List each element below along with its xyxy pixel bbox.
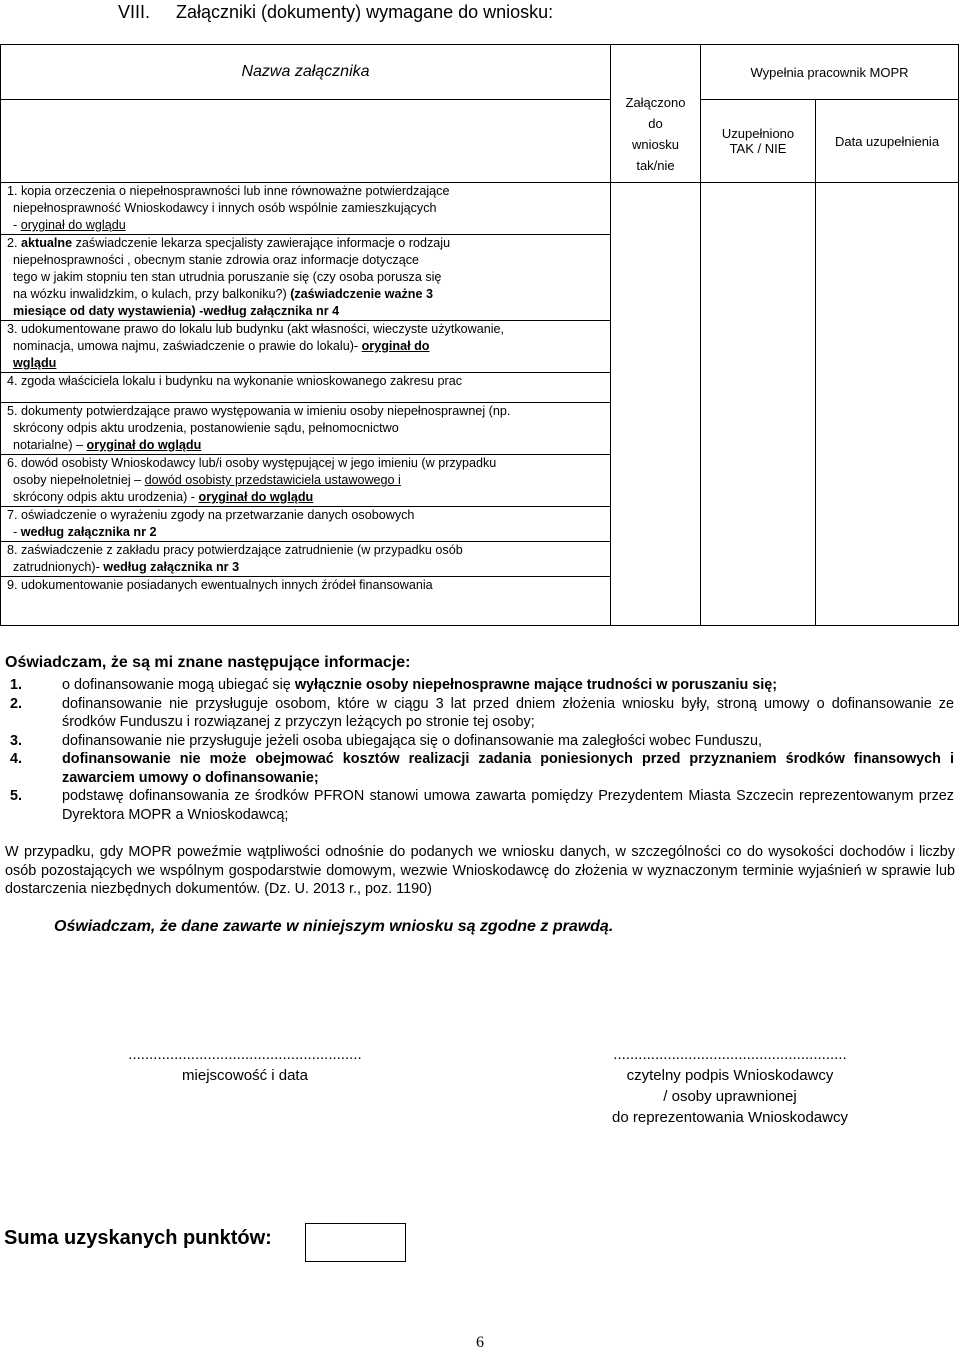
- statement-text: [62, 787, 954, 824]
- text-run: podstawę dofinansowania ze środków PFRON stanowi umowa zawarta pomiędzy Prezydentem Miasta Szczecin reprezentowanym przez Dyrektora MOPR a Wnioskodawcą;: [62, 788, 954, 823]
- text-run: nominacja, umowa najmu, zaświadczenie o prawie do lokalu)-: [13, 339, 362, 353]
- text-run: aktualne: [21, 236, 73, 250]
- item-line: [7, 269, 606, 286]
- statement-text: [62, 695, 954, 732]
- item-line: [7, 542, 606, 559]
- text-run: 9. udokumentowanie posiadanych ewentualnych innych źródeł finansowania: [7, 578, 433, 592]
- statement-item-2: [10, 695, 954, 732]
- attachment-item-2: [7, 235, 606, 320]
- item-line: [7, 577, 606, 594]
- header-attached-line: Załączono: [625, 95, 686, 110]
- text-run: 8. zaświadczenie z zakładu pracy potwierdzające zatrudnienie (w przypadku osób: [7, 543, 463, 557]
- text-run: (zaświadczenie ważne 3: [290, 287, 433, 301]
- attachment-item-4: [7, 373, 606, 402]
- header-attached-line: wniosku: [632, 137, 679, 152]
- text-run: skrócony odpis aktu urodzenia, postanowienie sądu, pełnomocnictwo: [13, 421, 399, 435]
- truth-declaration: Oświadczam, że dane zawarte w niniejszym wniosku są zgodne z prawdą.: [54, 918, 614, 935]
- text-run: dowód osobisty przedstawiciela ustawowego i: [144, 473, 401, 487]
- section-number: VIII.: [118, 2, 151, 22]
- text-run: -: [13, 525, 21, 539]
- text-run: tego w jakim stopniu ten stan utrudnia poruszanie się (czy osoba porusza się: [13, 270, 442, 284]
- text-run: 6. dowód osobisty Wnioskodawcy lub/i osoby występującej w jego imieniu (w przypadku: [7, 456, 497, 470]
- attachments-table: [0, 44, 959, 626]
- statement-item-1: [10, 676, 954, 695]
- item-line: [7, 252, 606, 269]
- header-attached-line: tak/nie: [636, 158, 675, 173]
- item-line: [7, 200, 606, 217]
- supplemented-column[interactable]: [701, 183, 816, 626]
- header-supplemented-line: Uzupełniono: [721, 126, 795, 141]
- text-run: 4. zgoda właściciela lokalu i budynku na wykonanie wnioskowanego zakresu prac: [7, 374, 463, 388]
- item-line: [7, 437, 606, 454]
- text-run: niepełnosprawności , obecnym stanie zdrowia oraz informacje dotyczące: [13, 253, 420, 267]
- header-supplemented-line: TAK / NIE: [729, 141, 787, 156]
- item-line: [7, 403, 606, 420]
- statement-text: [62, 732, 954, 751]
- item-line: [7, 235, 606, 252]
- item-line: [7, 338, 606, 355]
- text-run: wyłącznie osoby niepełnosprawne mające trudności w poruszaniu się;: [294, 677, 778, 693]
- header-attached: [611, 45, 701, 183]
- text-run: według załącznika nr 3: [103, 560, 240, 574]
- attachment-item-8: [7, 542, 606, 576]
- item-line: [7, 472, 606, 489]
- points-sum-box[interactable]: [305, 1223, 406, 1262]
- statement-item-5: [10, 787, 954, 824]
- signature-label: miejscowość i data: [182, 1067, 308, 1084]
- header-date: Data uzupełnienia: [816, 100, 959, 183]
- page-number: 6: [476, 1334, 484, 1351]
- attachment-item-1: [7, 183, 606, 234]
- item-line: [7, 420, 606, 437]
- item-gap: [7, 390, 606, 402]
- text-run: na wózku inwalidzkim, o kulach, przy balkoniku?): [13, 287, 291, 301]
- text-run: niepełnosprawność Wnioskodawcy i innych osób wspólnie zamieszkujących: [13, 201, 437, 215]
- statement-title: Oświadczam, że są mi znane następujące informacje:: [5, 654, 411, 671]
- item-line: [7, 559, 606, 576]
- text-run: wglądu: [13, 356, 57, 370]
- statement-text: [62, 750, 954, 787]
- statement-number: 1.: [10, 677, 23, 693]
- item-line: [7, 286, 606, 303]
- item-line: [7, 303, 606, 320]
- statement-number: 5.: [10, 788, 23, 804]
- item-line: [7, 489, 606, 506]
- signature-dots: ........................................................: [128, 1046, 362, 1063]
- signature-dots: ........................................................: [613, 1046, 847, 1063]
- attachment-items: [1, 183, 611, 626]
- text-run: oryginał do: [361, 339, 430, 353]
- text-run: -: [13, 218, 21, 232]
- item-gap: [7, 594, 606, 606]
- attachment-item-9: [7, 577, 606, 606]
- attachment-item-3: [7, 321, 606, 372]
- text-run: oryginał do wglądu: [198, 490, 314, 504]
- statement-text: [62, 676, 954, 695]
- header-supplemented: [701, 100, 816, 183]
- signature-label: czytelny podpis Wnioskodawcy: [626, 1067, 834, 1084]
- attachment-item-5: [7, 403, 606, 454]
- item-line: [7, 183, 606, 200]
- item-line: [7, 321, 606, 338]
- item-line: [7, 355, 606, 372]
- text-run: 7. oświadczenie o wyrażeniu zgody na przetwarzanie danych osobowych: [7, 508, 415, 522]
- text-run: dofinansowanie nie przysługuje osobom, które w ciągu 3 lat przed dniem złożenia wniosku były, stroną umowy o dofinansowanie ze środków Funduszu i rozwiązanej z przyczyn leżących po stronie tej osoby;: [62, 695, 954, 730]
- signature-applicant: [560, 1044, 900, 1128]
- text-run: osoby niepełnoletniej –: [13, 473, 145, 487]
- header-mopr: Wypełnia pracownik MOPR: [701, 45, 959, 100]
- text-run: 1. kopia orzeczenia o niepełnosprawności lub inne równoważne potwierdzające: [7, 184, 450, 198]
- statement-number: 2.: [10, 695, 23, 712]
- statement-number: 4.: [10, 751, 23, 767]
- statement-item-3: [10, 732, 954, 751]
- header-blank-cell: [1, 100, 611, 183]
- text-run: 5. dokumenty potwierdzające prawo występowania w imieniu osoby niepełnosprawnej (np.: [7, 404, 511, 418]
- text-run: skrócony odpis aktu urodzenia) -: [13, 490, 199, 504]
- points-sum-label: Suma uzyskanych punktów:: [4, 1227, 272, 1249]
- section-heading: [118, 2, 553, 23]
- supplement-date-column[interactable]: [816, 183, 959, 626]
- item-line: [7, 524, 606, 541]
- text-run: dofinansowanie nie może obejmować kosztów realizacji zadania poniesionych przed przyznaniem środków finansowych i zawarciem umowy o dofinansowanie;: [62, 751, 954, 786]
- info-paragraph: W przypadku, gdy MOPR poweźmie wątpliwości odnośnie do podanych we wniosku danych, w szczególności co do wysokości dochodów i liczby osób pozostających we wspólnym gospodarstwie domowym, wezwie Wnioskodawcę do złożenia w wyznaczonym terminie wyjaśnień w sprawie lub dostarczenia niezbędnych dokumentów. (Dz. U. 2013 r., poz. 1190): [5, 844, 955, 897]
- item-line: [7, 373, 606, 390]
- item-line: [7, 507, 606, 524]
- item-line: [7, 217, 606, 234]
- text-run: dofinansowanie nie przysługuje jeżeli osoba ubiegająca się o dofinansowanie ma zaległości wobec Funduszu,: [62, 732, 762, 749]
- statement-list: [10, 676, 954, 824]
- text-run: miesiące od daty wystawienia) -według załącznika nr 4: [13, 304, 340, 318]
- item-line: [7, 455, 606, 472]
- text-run: notarialne) –: [13, 438, 87, 452]
- statement-item-4: [10, 750, 954, 787]
- text-run: 2.: [7, 236, 22, 250]
- header-attached-line: do: [648, 116, 663, 131]
- text-run: zaświadczenie lekarza specjalisty zawierające informacje o rodzaju: [72, 236, 451, 250]
- text-run: 3. udokumentowane prawo do lokalu lub budynku (akt własności, wieczyste użytkowanie,: [7, 322, 505, 336]
- attachment-item-7: [7, 507, 606, 541]
- header-attachment-name: Nazwa załącznika: [1, 45, 611, 100]
- text-run: o dofinansowanie mogą ubiegać się: [62, 677, 295, 693]
- signature-label: do reprezentowania Wnioskodawcy: [612, 1109, 848, 1126]
- text-run: oryginał do wglądu: [20, 218, 126, 232]
- statement-number: 3.: [10, 732, 23, 749]
- attached-checkbox-column[interactable]: [611, 183, 701, 626]
- text-run: oryginał do wglądu: [86, 438, 202, 452]
- text-run: zatrudnionych)-: [13, 560, 104, 574]
- attachment-item-6: [7, 455, 606, 506]
- text-run: według załącznika nr 2: [20, 525, 157, 539]
- signature-place-date: [100, 1044, 390, 1086]
- signature-label: / osoby uprawnionej: [663, 1088, 797, 1105]
- section-title: Załączniki (dokumenty) wymagane do wniosku:: [176, 2, 554, 22]
